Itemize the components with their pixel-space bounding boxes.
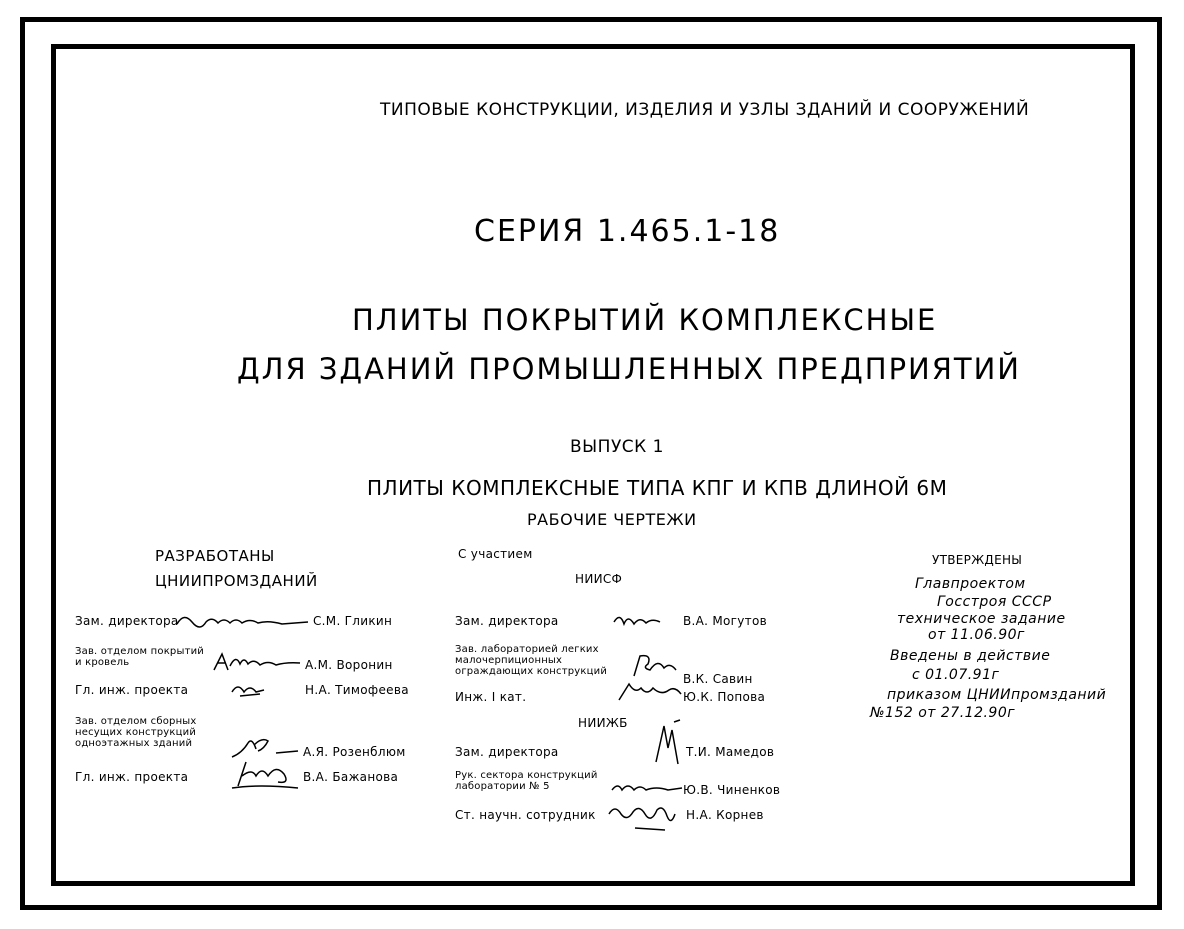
signature-bazhanova bbox=[228, 758, 303, 792]
approved-line-6: с 01.07.91г bbox=[912, 667, 1000, 683]
drawings-label: РАБОЧИЕ ЧЕРТЕЖИ bbox=[527, 510, 697, 529]
signature-mogutov bbox=[610, 608, 670, 630]
part2-name-3: Н.А. Корнев bbox=[686, 808, 764, 822]
title-line-2: ДЛЯ ЗДАНИЙ ПРОМЫШЛЕННЫХ ПРЕДПРИЯТИЙ bbox=[237, 352, 1021, 386]
signature-timofeeva bbox=[228, 678, 268, 700]
issue-label: ВЫПУСК 1 bbox=[570, 437, 664, 457]
approved-line-1: Главпроектом bbox=[915, 576, 1026, 592]
dev-role-5: Гл. инж. проекта bbox=[75, 770, 189, 784]
dev-name-1: С.М. Гликин bbox=[313, 614, 393, 628]
signature-voronin bbox=[210, 650, 305, 676]
dev-role-4: Зав. отделом сборных несущих конструкций одноэтажных зданий bbox=[75, 716, 197, 749]
developed-heading: РАЗРАБОТАНЫ bbox=[155, 547, 275, 565]
signature-mamedov bbox=[650, 718, 686, 768]
dev-name-2: А.М. Воронин bbox=[305, 658, 393, 672]
approved-line-8: №152 от 27.12.90г bbox=[870, 705, 1016, 721]
title-line-1: ПЛИТЫ ПОКРЫТИЙ КОМПЛЕКСНЫЕ bbox=[352, 303, 938, 337]
header-text: ТИПОВЫЕ КОНСТРУКЦИИ, ИЗДЕЛИЯ И УЗЛЫ ЗДАНИЙ И СООРУЖЕНИЙ bbox=[380, 100, 1030, 120]
part1-name-3: Ю.К. Попова bbox=[683, 690, 766, 704]
dev-name-5: В.А. Бажанова bbox=[303, 770, 399, 784]
approved-heading: УТВЕРЖДЕНЫ bbox=[932, 553, 1023, 567]
part1-role-2: Зав. лабораторией легких малочерпиционных ограждающих конструкций bbox=[455, 644, 608, 677]
series-title: СЕРИЯ 1.465.1-18 bbox=[474, 214, 781, 249]
signature-savin bbox=[628, 652, 683, 682]
part2-name-2: Ю.В. Чиненков bbox=[683, 783, 781, 797]
participation-org-1: НИИСФ bbox=[575, 572, 623, 586]
approved-line-2: Госстроя СССР bbox=[937, 594, 1052, 610]
part2-name-1: Т.И. Мамедов bbox=[686, 745, 775, 759]
approved-line-3: техническое задание bbox=[897, 611, 1066, 627]
participation-org-2: НИИЖБ bbox=[578, 716, 628, 730]
participation-heading: С участием bbox=[458, 547, 533, 561]
part2-role-2: Рук. сектора конструкций лаборатории № 5 bbox=[455, 770, 598, 792]
part1-name-1: В.А. Могутов bbox=[683, 614, 767, 628]
dev-role-2: Зав. отделом покрытий и кровель bbox=[75, 646, 204, 668]
dev-name-3: Н.А. Тимофеева bbox=[305, 683, 409, 697]
dev-role-3: Гл. инж. проекта bbox=[75, 683, 189, 697]
subtitle: ПЛИТЫ КОМПЛЕКСНЫЕ ТИПА КПГ И КПВ ДЛИНОЙ 6М bbox=[367, 476, 948, 500]
approved-line-4: от 11.06.90г bbox=[928, 627, 1025, 643]
part2-role-3: Ст. научн. сотрудник bbox=[455, 808, 596, 822]
part1-name-2: В.К. Савин bbox=[683, 672, 753, 686]
approved-line-7: приказом ЦНИИпромзданий bbox=[887, 687, 1107, 703]
part2-role-1: Зам. директора bbox=[455, 745, 559, 759]
signature-chinenkov bbox=[608, 776, 686, 798]
approved-line-5: Введены в действие bbox=[890, 648, 1051, 664]
signature-glikin bbox=[172, 610, 312, 634]
developed-org: ЦНИИПРОМЗДАНИЙ bbox=[155, 572, 318, 590]
part1-role-3: Инж. I кат. bbox=[455, 690, 527, 704]
dev-name-4: А.Я. Розенблюм bbox=[303, 745, 406, 759]
inner-frame bbox=[51, 44, 1135, 886]
part1-role-1: Зам. директора bbox=[455, 614, 559, 628]
dev-role-1: Зам. директора bbox=[75, 614, 179, 628]
signature-kornev bbox=[605, 800, 685, 834]
signature-popova bbox=[615, 680, 685, 704]
